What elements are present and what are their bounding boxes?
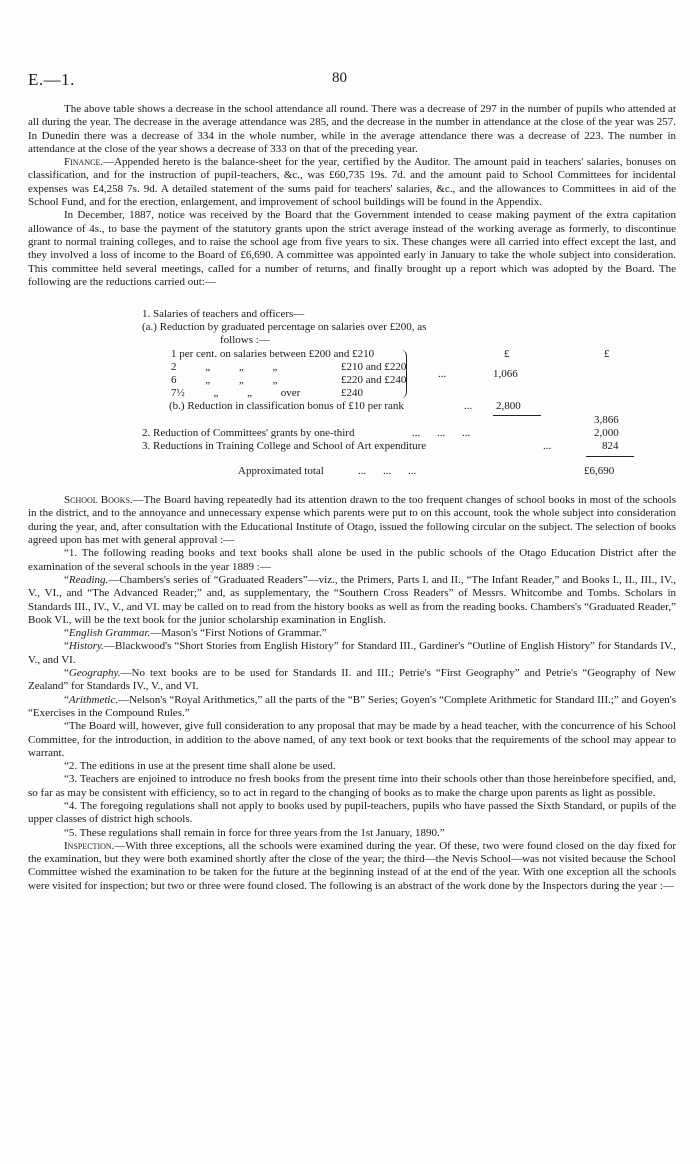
pound-column-1: £	[504, 348, 510, 361]
finance-heading: Finance.	[64, 156, 104, 169]
item-1b-label: (b.) Reduction in classification bonus of £10 per rank	[169, 400, 404, 413]
amount-a: 1,066	[493, 368, 518, 381]
history-label: History.	[68, 640, 105, 653]
rate-row-1	[171, 348, 374, 361]
rule-2: “2. The editions in use at the present time shall alone be used.	[64, 760, 336, 773]
report-reference: E.—1.	[28, 70, 75, 89]
dots-a: ...	[438, 368, 447, 381]
reading-text: —Chambers's series of “Graduated Readers”—viz., the Primers, Parts I. and II., “The Infant Reader,” and Books I., II., III., IV., V., VI., and “The Advanced Reader;” and, as supplementary, the “Southern Cross Readers” of Messrs. Whitcombe and Tombs. Scholars in Standards III., IV., V., and VI. may be called on to read from the history books as well as from the reading books. Chambers's “Graduated Reader,” Book VI., will be the text book for the junior scholarship examination in English.	[28, 573, 676, 626]
page-body	[28, 103, 676, 893]
subtotal-rule	[493, 415, 541, 416]
rate-label: 6 „ „ „	[171, 374, 278, 387]
item-1a-follows: follows :—	[220, 334, 270, 347]
amount-2: 2,000	[594, 427, 619, 440]
school-books-heading: School Books.	[64, 494, 133, 507]
inspection-heading: Inspection.	[64, 839, 115, 852]
salary-range: £240	[341, 387, 363, 400]
rate-row-2	[171, 361, 406, 374]
dots-3: ...	[543, 440, 552, 453]
inspection-paragraph	[28, 840, 676, 893]
finance-paragraph	[28, 156, 676, 209]
finance-text: —Appended hereto is the balance-sheet for the year, certified by the Auditor. The amount paid in teachers' salaries, bonuses on classification, and for the instruction of pupil-teachers, &c., was £60,735 19s. 7d. and the amount paid to School Committees for incidental expenses was £4,258 7s. 9d. A detailed statement of the sums paid for teachers' salaries, &c., and the allowances to Committees in aid of the School Fund, and for the erection, enlargement, and improvement of school buildings will be found in the Appendix.	[28, 156, 676, 209]
grammar-text: —Mason's “First Notions of Grammar.”	[150, 627, 327, 640]
total-label: Approximated total	[238, 465, 324, 478]
pound-column-2: £	[604, 348, 610, 361]
rate-label: 2 „ „ „	[171, 361, 278, 374]
item-2-label: 2. Reduction of Committees' grants by one-third	[142, 427, 355, 440]
subtotal-1: 3,866	[594, 414, 619, 427]
dots-2: ... ... ...	[412, 427, 471, 440]
rate-row-4	[171, 387, 363, 400]
salary-range: £220 and £240	[341, 374, 407, 387]
approximated-total: £6,690	[584, 465, 615, 478]
rate-brace	[400, 350, 407, 398]
board-note: “The Board will, however, give full consideration to any proposal that may be made by a head teacher, with the concurrence of his School Committee, for the introduction, in addition to the above named, of any text book or text books that the requirements of the school may appear to warrant.	[28, 720, 676, 759]
amount-3: 824	[602, 440, 619, 453]
history-text: —Blackwood's “Short Stories from English History” for Standard III., Gardiner's “Outline of English History” for Standards IV., V., and VI.	[28, 640, 676, 666]
reductions-table	[28, 308, 676, 486]
total-rule	[586, 456, 634, 457]
inspection-text: —With three exceptions, all the schools were examined during the year. Of these, two were found closed on the day fixed for the examination, but they were both examined shortly after the close of the year; the third—the Nevis School—was not visited because the School Committee wished the examination to be taken for the future at the beginning instead of at the end of the year. With one exception all the schools were visited for inspection; but two or three were found closed. The following is an abstract of the work done by the Inspectors during the year :—	[28, 839, 676, 892]
item-1a-label: (a.) Reduction by graduated percentage on salaries over £200, as	[142, 321, 427, 334]
geography-label: Geography.	[68, 667, 121, 680]
geography-text: —No text books are to be used for Standards II. and III.; Petrie's “First Geography” and Petrie's “Geography of New Zealand” for Standards IV., V., and VI.	[28, 667, 676, 693]
geography-paragraph: “Geography.—No text books are to be used for Standards II. and III.; Petrie's “First Geography” and Petrie's “Geography of New Zealand” for Standards IV., V., and VI.	[28, 667, 676, 693]
amount-b: 2,800	[496, 400, 521, 413]
attendance-paragraph: The above table shows a decrease in the school attendance all round. There was a decrease of 297 in the number of pupils who attended at all during the year. The decrease in the average attendance was 285, and the decrease in the number in attendance at the close of the year was 257. In Dunedin there was a decrease of 334 in the whole number, while in the average attendance there was a decrease of 223. The number in attendance at the close of the year shows a decrease of 333 on that of the preceding year.	[28, 103, 676, 155]
rule-3: “3. Teachers are enjoined to introduce no fresh books from the present time into their schools other than those hereinbefore specified, and, so far as may be consistent with efficiency, so to act in regard to the changing of books as to make the charge upon parents as light as possible.	[28, 773, 676, 799]
history-paragraph: “History.—Blackwood's “Short Stories from English History” for Standard III., Gardiner's “Outline of English History” for Standards IV., V., and VI.	[28, 640, 676, 666]
rule-4: “4. The foregoing regulations shall not apply to books used by pupil-teachers, pupils who have passed the Sixth Standard, or pupils of the upper classes of district high schools.	[28, 799, 676, 826]
dots-b: ...	[464, 400, 473, 413]
arithmetic-label: Arithmetic.	[68, 693, 119, 706]
school-books-paragraph	[28, 494, 676, 547]
school-books-intro: —The Board having repeatedly had its attention drawn to the too frequent changes of school books in most of the schools in the district, and to the annoyance and unnecessary expense which parents were put to on this account, took the whole subject into consideration during the year, and, after consultation with the Educational Institute of Otago, issued the following circular on the subject. The selection of books agreed upon has met with general approval :—	[28, 494, 676, 547]
december-paragraph: In December, 1887, notice was received by the Board that the Government intended to cease making payment of the extra capitation allowance of 4s., to base the payment of the statutory grants upon the strict average instead of the working average as formerly, to discontinue grant to normal training colleges, and to raise the school age from five years to six. These changes were all carried into effect except the last, and they involved a loss of income to the Board of £6,690. A committee was appointed early in January to take the whole subject into consideration. This committee held several meetings, called for a number of returns, and finally brought up a report which was adopted by the Board. The following are the reductions carried out:—	[28, 209, 676, 288]
rule-1: “1. The following reading books and text books shall alone be used in the public schools of the Otago Education District after the examination of the several schools in the year 1889 :—	[28, 547, 676, 573]
grammar-paragraph: “English Grammar.—Mason's “First Notions of Grammar.”	[64, 627, 327, 640]
page-number: 80	[332, 70, 347, 86]
rate-label: 7½ „ „ over	[171, 387, 301, 400]
arithmetic-paragraph: “Arithmetic.—Nelson's “Royal Arithmetics,” all the parts of the “B” Series; Goyen's “Complete Arithmetic for Standard III.;” and Goyen's “Exercises in the Compound Rules.”	[28, 693, 676, 719]
reading-label: Reading.	[68, 573, 109, 586]
rate-label: 1 per cent. on salaries between	[171, 348, 306, 361]
dots-total: ... ... ...	[358, 465, 417, 478]
reading-paragraph: “Reading.—Chambers's series of “Graduated Readers”—viz., the Primers, Parts I. and II., “The Infant Reader,” and Books I., II., III., IV., V., VI., and “The Advanced Reader;” and, as supplementary, the “Southern Cross Readers” of Messrs. Whitcombe and Tombs. Scholars in Standards III., IV., V., and VI. may be called on to read from the history books as well as from the reading books. Chambers's “Graduated Reader,” Book VI., will be the text book for the junior scholarship examination in English.	[28, 573, 676, 626]
grammar-label: English Grammar.	[68, 627, 151, 640]
salary-range: £210 and £220	[341, 361, 407, 374]
item-3-label: 3. Reductions in Training College and School of Art expenditure	[142, 440, 427, 453]
rule-5: “5. These regulations shall remain in force for three years from the 1st January, 1890.”	[64, 826, 445, 839]
rate-row-3	[171, 374, 406, 387]
item-1-label: 1. Salaries of teachers and officers—	[142, 308, 305, 321]
arithmetic-text: —Nelson's “Royal Arithmetics,” all the parts of the “B” Series; Goyen's “Complete Arithmetic for Standard III.;” and Goyen's “Exercises in the Compound Rules.”	[28, 693, 676, 719]
salary-range: £200 and £210	[308, 348, 375, 361]
